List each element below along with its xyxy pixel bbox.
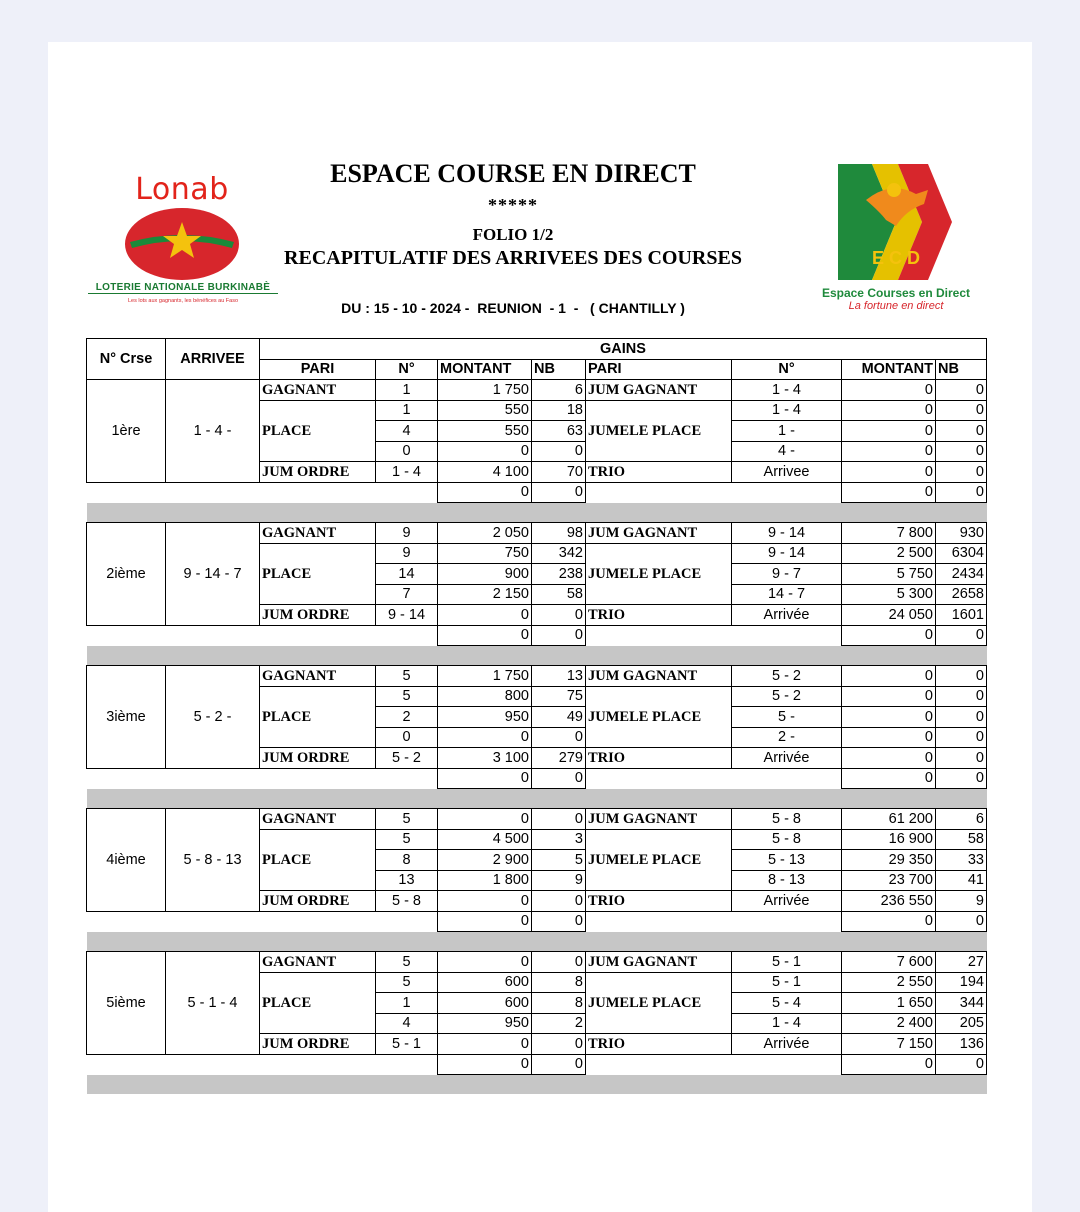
- gagnant-nb: 98: [532, 523, 586, 544]
- bet-trio-label: TRIO: [586, 891, 732, 912]
- gagnant-num: 1: [376, 380, 438, 401]
- place-num: 2: [376, 707, 438, 728]
- jum-ordre-nb: 279: [532, 748, 586, 769]
- bet-jum-gagnant-label: JUM GAGNANT: [586, 952, 732, 973]
- bet-gagnant-label: GAGNANT: [260, 523, 376, 544]
- jum-gagnant-montant: 0: [842, 666, 936, 687]
- table-row: [87, 625, 987, 646]
- trio-montant: 0: [842, 462, 936, 483]
- lonab-brand: Lonab: [135, 172, 229, 207]
- meeting-date-line: DU : 15 - 10 - 2024 - REUNION - 1 - ( CHANTILLY ): [341, 300, 685, 316]
- bet-gagnant-label: GAGNANT: [260, 952, 376, 973]
- trio-num: Arrivee: [732, 462, 842, 483]
- jumele-place-montant: 23 700: [842, 870, 936, 891]
- jum-gagnant-num: 5 - 2: [732, 666, 842, 687]
- bet-jum-gagnant-label: JUM GAGNANT: [586, 523, 732, 544]
- bet-place-label: PLACE: [260, 972, 376, 1034]
- extra-montant: 0: [438, 482, 532, 503]
- jum-gagnant-montant: 0: [842, 380, 936, 401]
- jumele-place-montant: 5 300: [842, 584, 936, 605]
- jumele-place-num: 1 - 4: [732, 1013, 842, 1034]
- jumele-place-montant: 29 350: [842, 850, 936, 871]
- place-num: 0: [376, 727, 438, 748]
- race-3-course: 3ième: [87, 666, 166, 769]
- header-montant: MONTANT: [438, 359, 532, 380]
- place-num: 9: [376, 543, 438, 564]
- extra-nb-right: 0: [936, 768, 987, 789]
- bet-jumele-place-label: JUMELE PLACE: [586, 400, 732, 462]
- bet-gagnant-label: GAGNANT: [260, 666, 376, 687]
- place-montant: 4 500: [438, 829, 532, 850]
- race-2-arrivee: 9 - 14 - 7: [166, 523, 260, 626]
- place-montant: 2 900: [438, 850, 532, 871]
- bet-place-label: PLACE: [260, 829, 376, 891]
- jumele-place-nb: 2434: [936, 564, 987, 585]
- jum-ordre-nb: 0: [532, 891, 586, 912]
- bet-jumele-place-label: JUMELE PLACE: [586, 972, 732, 1034]
- jumele-place-montant: 2 500: [842, 543, 936, 564]
- trio-montant: 236 550: [842, 891, 936, 912]
- place-nb: 3: [532, 829, 586, 850]
- bet-jum-ordre-label: JUM ORDRE: [260, 1034, 376, 1055]
- place-nb: 9: [532, 870, 586, 891]
- jum-gagnant-nb: 0: [936, 666, 987, 687]
- jumele-place-nb: 0: [936, 441, 987, 462]
- jum-ordre-montant: 3 100: [438, 748, 532, 769]
- trio-num: Arrivée: [732, 891, 842, 912]
- gagnant-montant: 0: [438, 952, 532, 973]
- extra-nb-right: 0: [936, 482, 987, 503]
- bet-jum-gagnant-label: JUM GAGNANT: [586, 380, 732, 401]
- extra-montant-right: 0: [842, 1054, 936, 1075]
- jum-ordre-montant: 4 100: [438, 462, 532, 483]
- jum-gagnant-montant: 7 800: [842, 523, 936, 544]
- header-pari: PARI: [260, 359, 376, 380]
- jumele-place-nb: 205: [936, 1013, 987, 1034]
- ecd-logo: [806, 160, 986, 320]
- jumele-place-montant: 2 550: [842, 972, 936, 993]
- bet-trio-label: TRIO: [586, 1034, 732, 1055]
- jumele-place-nb: 194: [936, 972, 987, 993]
- jumele-place-montant: 2 400: [842, 1013, 936, 1034]
- header-num: N°: [376, 359, 438, 380]
- bet-trio-label: TRIO: [586, 462, 732, 483]
- place-num: 4: [376, 1013, 438, 1034]
- jumele-place-num: 1 - 4: [732, 400, 842, 421]
- header-nb-right: NB: [936, 359, 987, 380]
- gagnant-num: 5: [376, 809, 438, 830]
- place-num: 8: [376, 850, 438, 871]
- extra-montant: 0: [438, 1054, 532, 1075]
- place-montant: 750: [438, 543, 532, 564]
- table-row: [87, 482, 987, 503]
- jum-gagnant-num: 5 - 1: [732, 952, 842, 973]
- header-course: N° Crse: [87, 339, 166, 380]
- jumele-place-nb: 58: [936, 829, 987, 850]
- place-nb: 5: [532, 850, 586, 871]
- jumele-place-num: 5 - 8: [732, 829, 842, 850]
- jumele-place-montant: 0: [842, 441, 936, 462]
- header-arrivee: ARRIVEE: [166, 339, 260, 380]
- extra-montant-right: 0: [842, 482, 936, 503]
- place-nb: 49: [532, 707, 586, 728]
- folio-label: FOLIO 1/2: [472, 225, 554, 244]
- jumele-place-nb: 0: [936, 727, 987, 748]
- extra-nb-right: 0: [936, 1054, 987, 1075]
- jumele-place-montant: 16 900: [842, 829, 936, 850]
- race-5-arrivee: 5 - 1 - 4: [166, 952, 260, 1055]
- jumele-place-nb: 33: [936, 850, 987, 871]
- bet-jumele-place-label: JUMELE PLACE: [586, 829, 732, 891]
- jum-gagnant-nb: 6: [936, 809, 987, 830]
- results-table: [86, 338, 987, 1094]
- page-subtitle: RECAPITULATIF DES ARRIVEES DES COURSES: [284, 247, 742, 269]
- gagnant-montant: 0: [438, 809, 532, 830]
- race-separator: [87, 646, 987, 666]
- bet-jumele-place-label: JUMELE PLACE: [586, 686, 732, 748]
- bet-place-label: PLACE: [260, 686, 376, 748]
- jumele-place-nb: 2658: [936, 584, 987, 605]
- jum-gagnant-num: 9 - 14: [732, 523, 842, 544]
- jumele-place-num: 1 -: [732, 421, 842, 442]
- ecd-name: Espace Courses en Direct: [821, 286, 971, 300]
- bet-place-label: PLACE: [260, 543, 376, 605]
- place-num: 5: [376, 972, 438, 993]
- jumele-place-num: 2 -: [732, 727, 842, 748]
- place-montant: 950: [438, 707, 532, 728]
- trio-montant: 24 050: [842, 605, 936, 626]
- jum-gagnant-num: 1 - 4: [732, 380, 842, 401]
- lonab-name: LOTERIE NATIONALE BURKINABÈ: [88, 282, 278, 294]
- jum-gagnant-montant: 7 600: [842, 952, 936, 973]
- place-nb: 2: [532, 1013, 586, 1034]
- extra-montant: 0: [438, 768, 532, 789]
- trio-num: Arrivée: [732, 1034, 842, 1055]
- ecd-slogan: La fortune en direct: [848, 300, 944, 312]
- header-nb: NB: [532, 359, 586, 380]
- table-row: [87, 809, 987, 830]
- bet-jumele-place-label: JUMELE PLACE: [586, 543, 732, 605]
- place-montant: 1 800: [438, 870, 532, 891]
- trio-nb: 0: [936, 748, 987, 769]
- gagnant-nb: 0: [532, 952, 586, 973]
- place-nb: 8: [532, 972, 586, 993]
- bet-gagnant-label: GAGNANT: [260, 380, 376, 401]
- race-2-course: 2ième: [87, 523, 166, 626]
- jumele-place-num: 4 -: [732, 441, 842, 462]
- place-nb: 238: [532, 564, 586, 585]
- trio-num: Arrivée: [732, 605, 842, 626]
- jumele-place-num: 9 - 7: [732, 564, 842, 585]
- jumele-place-num: 14 - 7: [732, 584, 842, 605]
- jum-ordre-montant: 0: [438, 605, 532, 626]
- place-montant: 550: [438, 400, 532, 421]
- bet-trio-label: TRIO: [586, 605, 732, 626]
- jumele-place-nb: 41: [936, 870, 987, 891]
- jumele-place-nb: 0: [936, 707, 987, 728]
- place-montant: 2 150: [438, 584, 532, 605]
- place-num: 1: [376, 993, 438, 1014]
- place-nb: 0: [532, 441, 586, 462]
- trio-nb: 136: [936, 1034, 987, 1055]
- header-montant-right: MONTANT: [842, 359, 936, 380]
- bet-gagnant-label: GAGNANT: [260, 809, 376, 830]
- jum-ordre-nb: 0: [532, 1034, 586, 1055]
- jumele-place-num: 9 - 14: [732, 543, 842, 564]
- gagnant-nb: 13: [532, 666, 586, 687]
- lonab-logo: [88, 172, 278, 312]
- place-montant: 600: [438, 993, 532, 1014]
- trio-num: Arrivée: [732, 748, 842, 769]
- header-num-right: N°: [732, 359, 842, 380]
- place-montant: 950: [438, 1013, 532, 1034]
- jum-ordre-montant: 0: [438, 1034, 532, 1055]
- gagnant-montant: 1 750: [438, 666, 532, 687]
- lonab-emblem: [122, 204, 242, 282]
- jum-ordre-montant: 0: [438, 891, 532, 912]
- race-4-arrivee: 5 - 8 - 13: [166, 809, 260, 912]
- table-row: [87, 768, 987, 789]
- table-row: [87, 523, 987, 544]
- jum-ordre-num: 5 - 8: [376, 891, 438, 912]
- jumele-place-num: 5 - 13: [732, 850, 842, 871]
- extra-nb: 0: [532, 482, 586, 503]
- race-separator: [87, 932, 987, 952]
- jumele-place-montant: 5 750: [842, 564, 936, 585]
- gagnant-num: 5: [376, 952, 438, 973]
- jumele-place-num: 5 - 2: [732, 686, 842, 707]
- bet-place-label: PLACE: [260, 400, 376, 462]
- jum-gagnant-nb: 0: [936, 380, 987, 401]
- place-montant: 0: [438, 727, 532, 748]
- table-row: [87, 1054, 987, 1075]
- jumele-place-montant: 1 650: [842, 993, 936, 1014]
- document-page: [48, 42, 1032, 1212]
- race-3-arrivee: 5 - 2 -: [166, 666, 260, 769]
- bet-jum-gagnant-label: JUM GAGNANT: [586, 666, 732, 687]
- trio-montant: 0: [842, 748, 936, 769]
- jumele-place-nb: 344: [936, 993, 987, 1014]
- extra-nb-right: 0: [936, 911, 987, 932]
- bet-jum-ordre-label: JUM ORDRE: [260, 748, 376, 769]
- gagnant-num: 9: [376, 523, 438, 544]
- header-pari-right: PARI: [586, 359, 732, 380]
- jumele-place-num: 5 - 4: [732, 993, 842, 1014]
- jumele-place-montant: 0: [842, 686, 936, 707]
- bet-jum-ordre-label: JUM ORDRE: [260, 891, 376, 912]
- bet-jum-ordre-label: JUM ORDRE: [260, 605, 376, 626]
- trio-nb: 9: [936, 891, 987, 912]
- place-num: 13: [376, 870, 438, 891]
- page-title: ESPACE COURSE EN DIRECT: [330, 159, 696, 188]
- race-1-arrivee: 1 - 4 -: [166, 380, 260, 483]
- extra-montant-right: 0: [842, 625, 936, 646]
- table-row: [87, 380, 987, 401]
- jumele-place-num: 8 - 13: [732, 870, 842, 891]
- gagnant-nb: 6: [532, 380, 586, 401]
- extra-nb-right: 0: [936, 625, 987, 646]
- jumele-place-num: 5 - 1: [732, 972, 842, 993]
- jumele-place-nb: 6304: [936, 543, 987, 564]
- place-montant: 800: [438, 686, 532, 707]
- race-1-course: 1ère: [87, 380, 166, 483]
- extra-nb: 0: [532, 911, 586, 932]
- gagnant-montant: 2 050: [438, 523, 532, 544]
- bet-trio-label: TRIO: [586, 748, 732, 769]
- jumele-place-nb: 0: [936, 421, 987, 442]
- race-4-course: 4ième: [87, 809, 166, 912]
- table-row: [87, 952, 987, 973]
- bet-jum-gagnant-label: JUM GAGNANT: [586, 809, 732, 830]
- table-row: [87, 911, 987, 932]
- place-nb: 63: [532, 421, 586, 442]
- place-nb: 58: [532, 584, 586, 605]
- place-num: 5: [376, 686, 438, 707]
- lonab-tagline: Les lots aux gagnants, les bénéfices au Faso: [127, 298, 239, 304]
- extra-nb: 0: [532, 768, 586, 789]
- bet-jum-ordre-label: JUM ORDRE: [260, 462, 376, 483]
- table-row: [87, 666, 987, 687]
- jumele-place-montant: 0: [842, 421, 936, 442]
- ecd-letters: E C D: [871, 248, 921, 268]
- jum-ordre-nb: 70: [532, 462, 586, 483]
- place-num: 0: [376, 441, 438, 462]
- header-gains: GAINS: [260, 339, 987, 360]
- jumele-place-num: 5 -: [732, 707, 842, 728]
- place-num: 14: [376, 564, 438, 585]
- place-nb: 18: [532, 400, 586, 421]
- place-num: 4: [376, 421, 438, 442]
- place-nb: 342: [532, 543, 586, 564]
- place-nb: 0: [532, 727, 586, 748]
- trio-montant: 7 150: [842, 1034, 936, 1055]
- race-5-course: 5ième: [87, 952, 166, 1055]
- jum-ordre-num: 5 - 1: [376, 1034, 438, 1055]
- title-stars: *****: [488, 195, 538, 215]
- jumele-place-montant: 0: [842, 707, 936, 728]
- extra-nb: 0: [532, 1054, 586, 1075]
- ecd-emblem: [836, 160, 956, 284]
- gagnant-num: 5: [376, 666, 438, 687]
- trio-nb: 0: [936, 462, 987, 483]
- place-montant: 600: [438, 972, 532, 993]
- jumele-place-nb: 0: [936, 686, 987, 707]
- race-separator: [87, 503, 987, 523]
- place-num: 5: [376, 829, 438, 850]
- trio-nb: 1601: [936, 605, 987, 626]
- place-num: 7: [376, 584, 438, 605]
- jum-gagnant-nb: 930: [936, 523, 987, 544]
- place-montant: 550: [438, 421, 532, 442]
- extra-montant: 0: [438, 911, 532, 932]
- jumele-place-nb: 0: [936, 400, 987, 421]
- place-num: 1: [376, 400, 438, 421]
- table-header-row: [87, 339, 987, 360]
- race-separator: [87, 789, 987, 809]
- place-montant: 0: [438, 441, 532, 462]
- jum-gagnant-num: 5 - 8: [732, 809, 842, 830]
- jum-ordre-num: 1 - 4: [376, 462, 438, 483]
- extra-montant: 0: [438, 625, 532, 646]
- place-montant: 900: [438, 564, 532, 585]
- place-nb: 75: [532, 686, 586, 707]
- extra-montant-right: 0: [842, 911, 936, 932]
- jumele-place-montant: 0: [842, 400, 936, 421]
- jum-ordre-nb: 0: [532, 605, 586, 626]
- jumele-place-montant: 0: [842, 727, 936, 748]
- jum-gagnant-nb: 27: [936, 952, 987, 973]
- extra-montant-right: 0: [842, 768, 936, 789]
- jum-ordre-num: 5 - 2: [376, 748, 438, 769]
- race-separator: [87, 1075, 987, 1095]
- jum-ordre-num: 9 - 14: [376, 605, 438, 626]
- gagnant-nb: 0: [532, 809, 586, 830]
- jum-gagnant-montant: 61 200: [842, 809, 936, 830]
- place-nb: 8: [532, 993, 586, 1014]
- extra-nb: 0: [532, 625, 586, 646]
- gagnant-montant: 1 750: [438, 380, 532, 401]
